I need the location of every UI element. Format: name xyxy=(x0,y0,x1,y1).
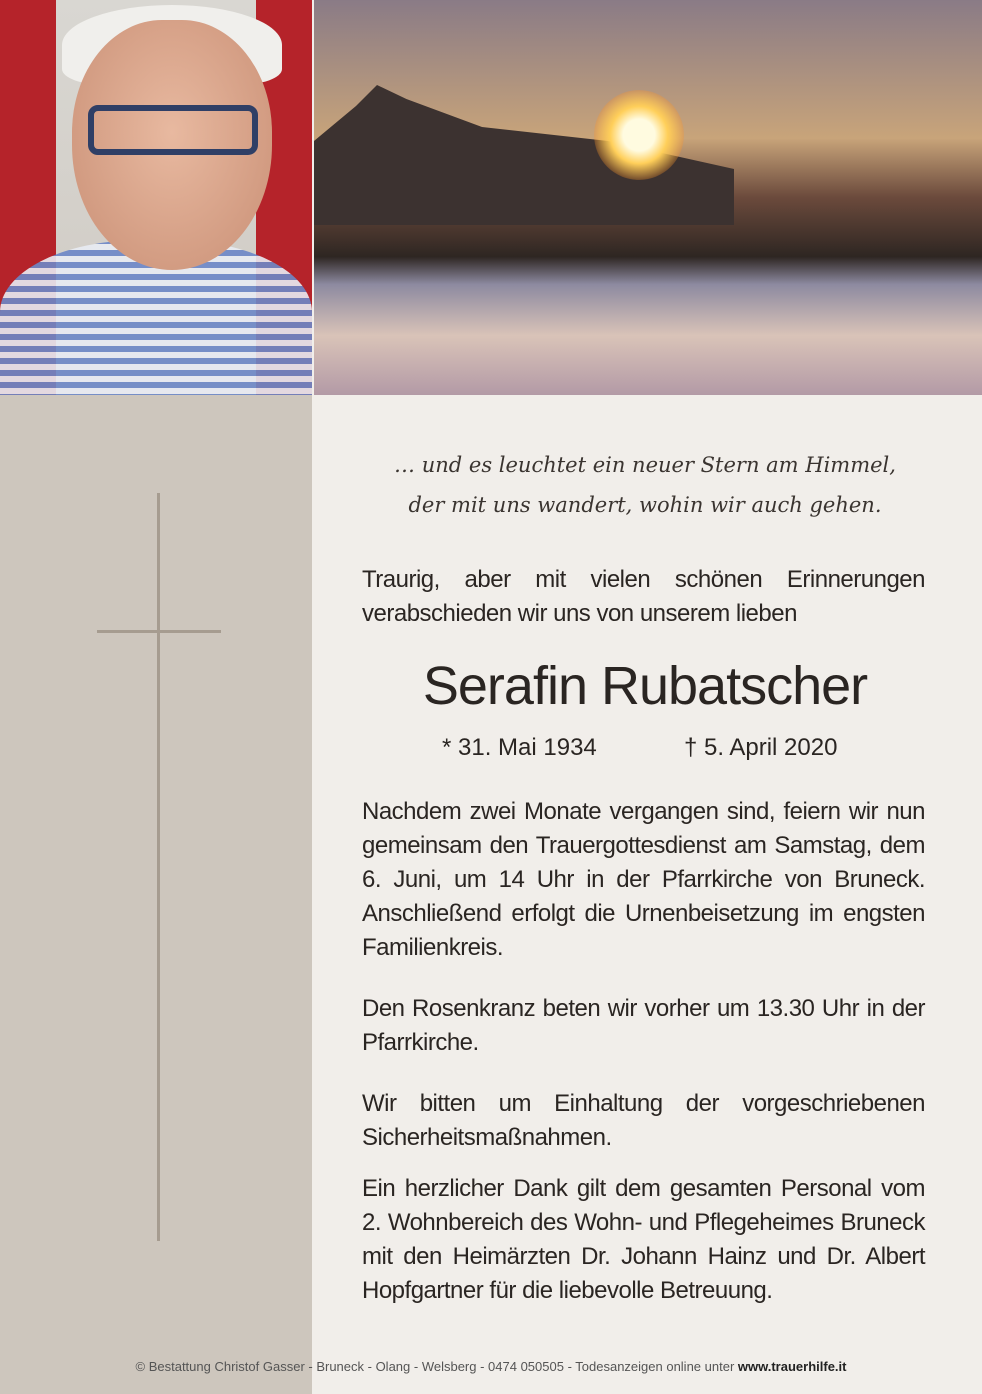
left-column xyxy=(0,395,312,1394)
death-date: † 5. April 2020 xyxy=(684,734,838,761)
quote-line: … und es leuchtet ein neuer Stern am Himmel, xyxy=(394,453,896,477)
footer-text: © Bestattung Christof Gasser - Bruneck - Olang - Welsberg - 0474 050505 - Todesanzeigen online unter xyxy=(135,1359,738,1374)
paragraph-service: Nachdem zwei Monate vergangen sind, feiern wir nun gemeinsam den Trauergottesdienst am Samstag, dem 6. Juni, um 14 Uhr in der Pfarrkirche von Bruneck. Anschließend erfolgt die Urnenbeisetzung im engsten Familienkreis. xyxy=(362,798,925,961)
paragraph-rosary: Den Rosenkranz beten wir vorher um 13.30 Uhr in der Pfarrkirche. xyxy=(362,995,925,1056)
quote-line: der mit uns wandert, wohin wir auch gehen. xyxy=(408,493,882,517)
quote xyxy=(330,445,960,525)
sunset-landscape-photo xyxy=(314,0,982,395)
deceased-name: Serafin Rubatscher xyxy=(422,656,868,716)
birth-date: * 31. Mai 1934 xyxy=(442,734,597,761)
portrait-photo xyxy=(0,0,312,395)
intro-text: Traurig, aber mit vielen schönen Erinnerungen verabschieden wir uns von unserem lieben xyxy=(362,566,925,627)
footer-link[interactable]: www.trauerhilfe.it xyxy=(737,1359,847,1374)
paragraph-safety: Wir bitten um Einhaltung der vorgeschriebenen Sicherheitsmaßnahmen. xyxy=(362,1090,925,1151)
cross-icon xyxy=(157,493,160,1241)
footer xyxy=(0,1359,982,1374)
paragraph-thanks: Ein herzlicher Dank gilt dem gesamten Personal vom 2. Wohnbereich des Wohn- und Pflegeheimes Bruneck mit den Heimärzten Dr. Johann Hainz und Dr. Albert Hopfgartner für die liebevolle Betreuung. xyxy=(362,1175,925,1304)
cross-icon-bar xyxy=(97,630,221,633)
